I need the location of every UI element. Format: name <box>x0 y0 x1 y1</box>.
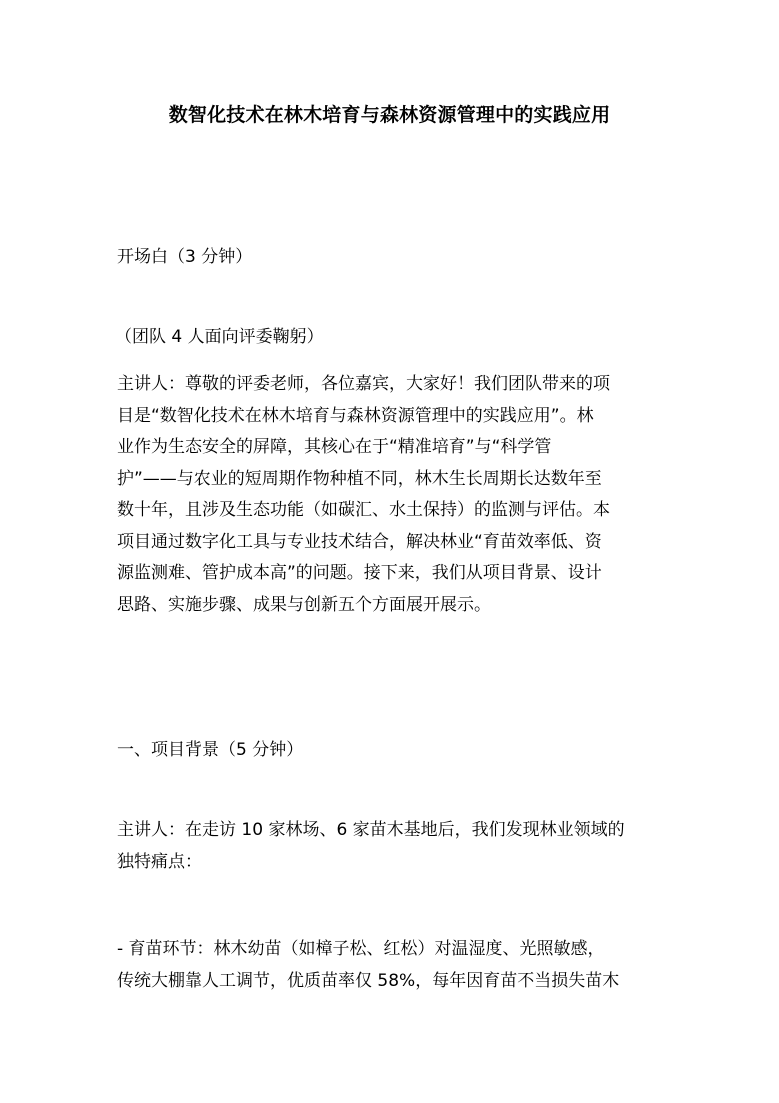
paragraph-line: 目是“数智化技术在林木培育与森林资源管理中的实践应用”。林 <box>117 405 594 426</box>
bullet-line: - 育苗环节：林木幼苗（如樟子松、红松）对温湿度、光照敏感， <box>117 939 605 959</box>
stage-direction: （团队 4 人面向评委鞠躬） <box>115 327 324 347</box>
paragraph-line: 源监测难、管护成本高”的问题。接下来，我们从项目背景、设计 <box>117 563 602 583</box>
section-heading-opening: 开场白（3 分钟） <box>117 247 253 267</box>
document-title: 数智化技术在林木培育与森林资源管理中的实践应用 <box>168 104 611 126</box>
paragraph-line: 主讲人：尊敬的评委老师，各位嘉宾，大家好！我们团队带来的项 <box>117 374 610 394</box>
paragraph-line: 数十年，且涉及生态功能（如碳汇、水土保持）的监测与评估。本 <box>117 500 610 520</box>
section-heading-background: 一、项目背景（5 分钟） <box>117 740 304 760</box>
paragraph-line: 项目通过数字化工具与专业技术结合，解决林业“育苗效率低、资 <box>117 531 602 552</box>
background-speech-paragraph <box>117 815 662 878</box>
bullet-line: 传统大棚靠人工调节，优质苗率仅 58%，每年因育苗不当损失苗木 <box>117 970 620 991</box>
paragraph-line: 业作为生态安全的屏障，其核心在于“精准培育”与“科学管 <box>117 437 552 457</box>
paragraph-line: 护”——与农业的短周期作物种植不同，林木生长周期长达数年至 <box>117 468 602 489</box>
bullet-paragraph-seedling <box>117 934 662 997</box>
opening-speech-paragraph <box>117 369 662 621</box>
paragraph-line: 独特痛点： <box>117 851 202 872</box>
paragraph-line: 思路、实施步骤、成果与创新五个方面展开展示。 <box>117 594 491 615</box>
paragraph-line: 主讲人：在走访 10 家林场、6 家苗木基地后，我们发现林业领域的 <box>117 820 625 840</box>
